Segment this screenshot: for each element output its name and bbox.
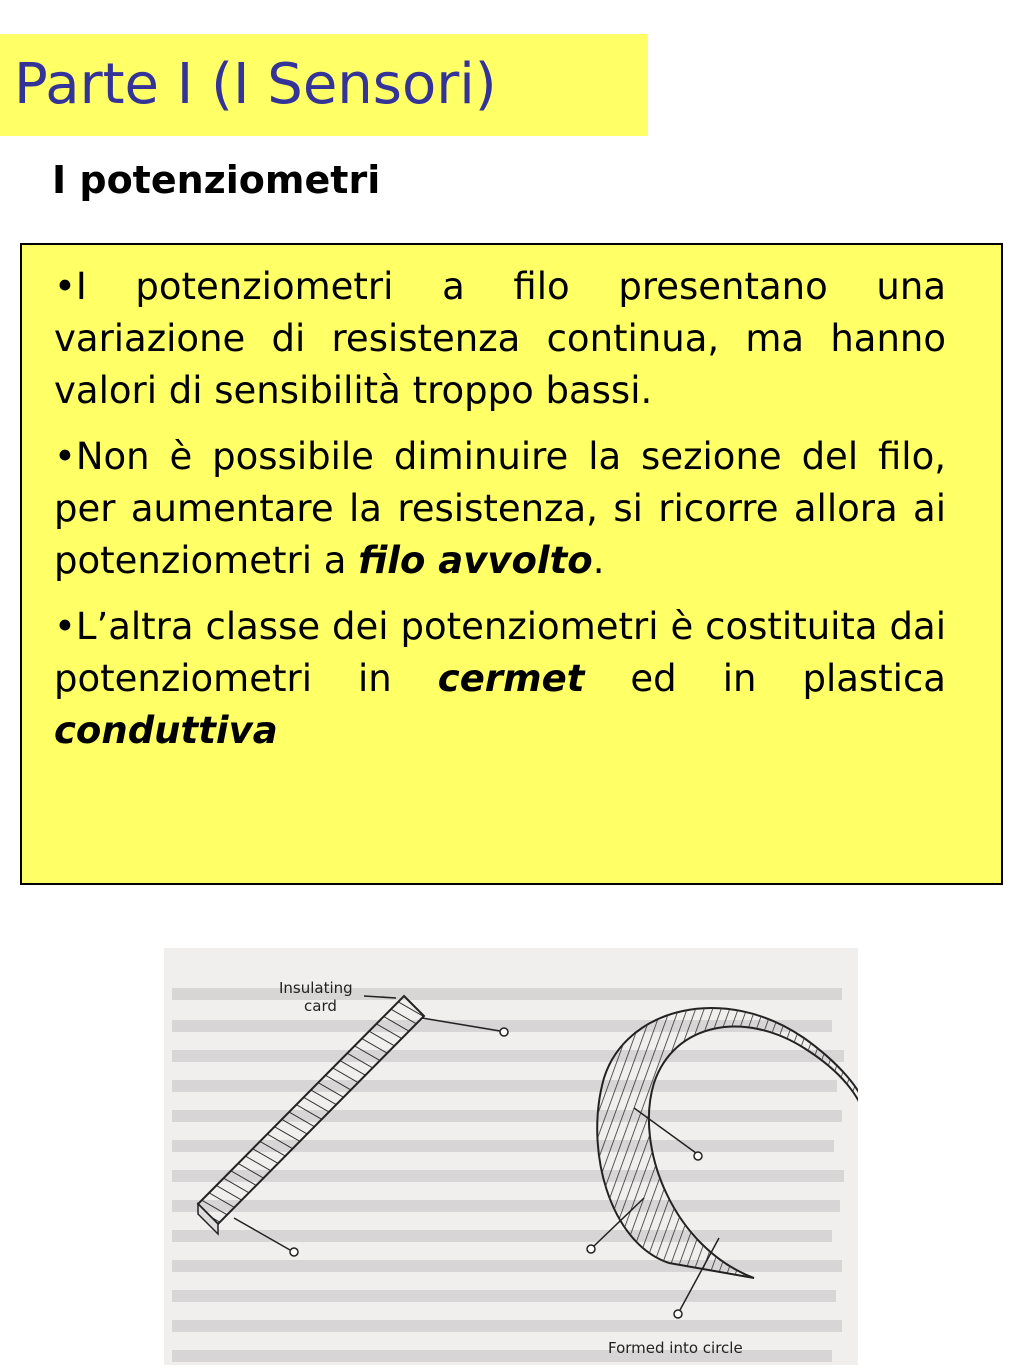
bullet-2-emphasis: filo avvolto xyxy=(358,539,593,582)
label-insulating: Insulating xyxy=(279,979,353,997)
potentiometer-figure xyxy=(164,948,858,1365)
bullet-3-text-mid: ed in plastica xyxy=(584,657,946,700)
slide-subtitle: I potenziometri xyxy=(52,158,381,202)
bullet-3 xyxy=(54,601,946,757)
bullet-2 xyxy=(54,431,946,587)
bullet-1 xyxy=(54,261,946,417)
wirewound-diagram xyxy=(164,948,858,1365)
bullet-3-emphasis-conduttiva: conduttiva xyxy=(54,709,278,752)
bullet-2-text: Non è possibile diminuire la sezione del filo, per aumentare la resistenza, si ricorre allora ai potenziometri a xyxy=(54,435,946,582)
bullet-marker: • xyxy=(54,265,76,308)
bullet-marker: • xyxy=(54,435,76,478)
label-card: card xyxy=(304,997,337,1015)
bullet-3-emphasis-cermet: cermet xyxy=(437,657,585,700)
slide-title: Parte I (I Sensori) xyxy=(14,52,497,117)
label-formed-into-circle: Formed into circle xyxy=(608,1339,743,1357)
bullet-marker: • xyxy=(54,605,76,648)
bullet-3-text: L’altra classe dei potenziometri è costituita dai potenziometri in xyxy=(54,605,946,700)
bullet-1-text: I potenziometri a filo presentano una variazione di resistenza continua, ma hanno valori di sensibilità troppo bassi. xyxy=(54,265,946,412)
bullet-2-end: . xyxy=(592,539,605,582)
content-box xyxy=(20,243,1003,885)
